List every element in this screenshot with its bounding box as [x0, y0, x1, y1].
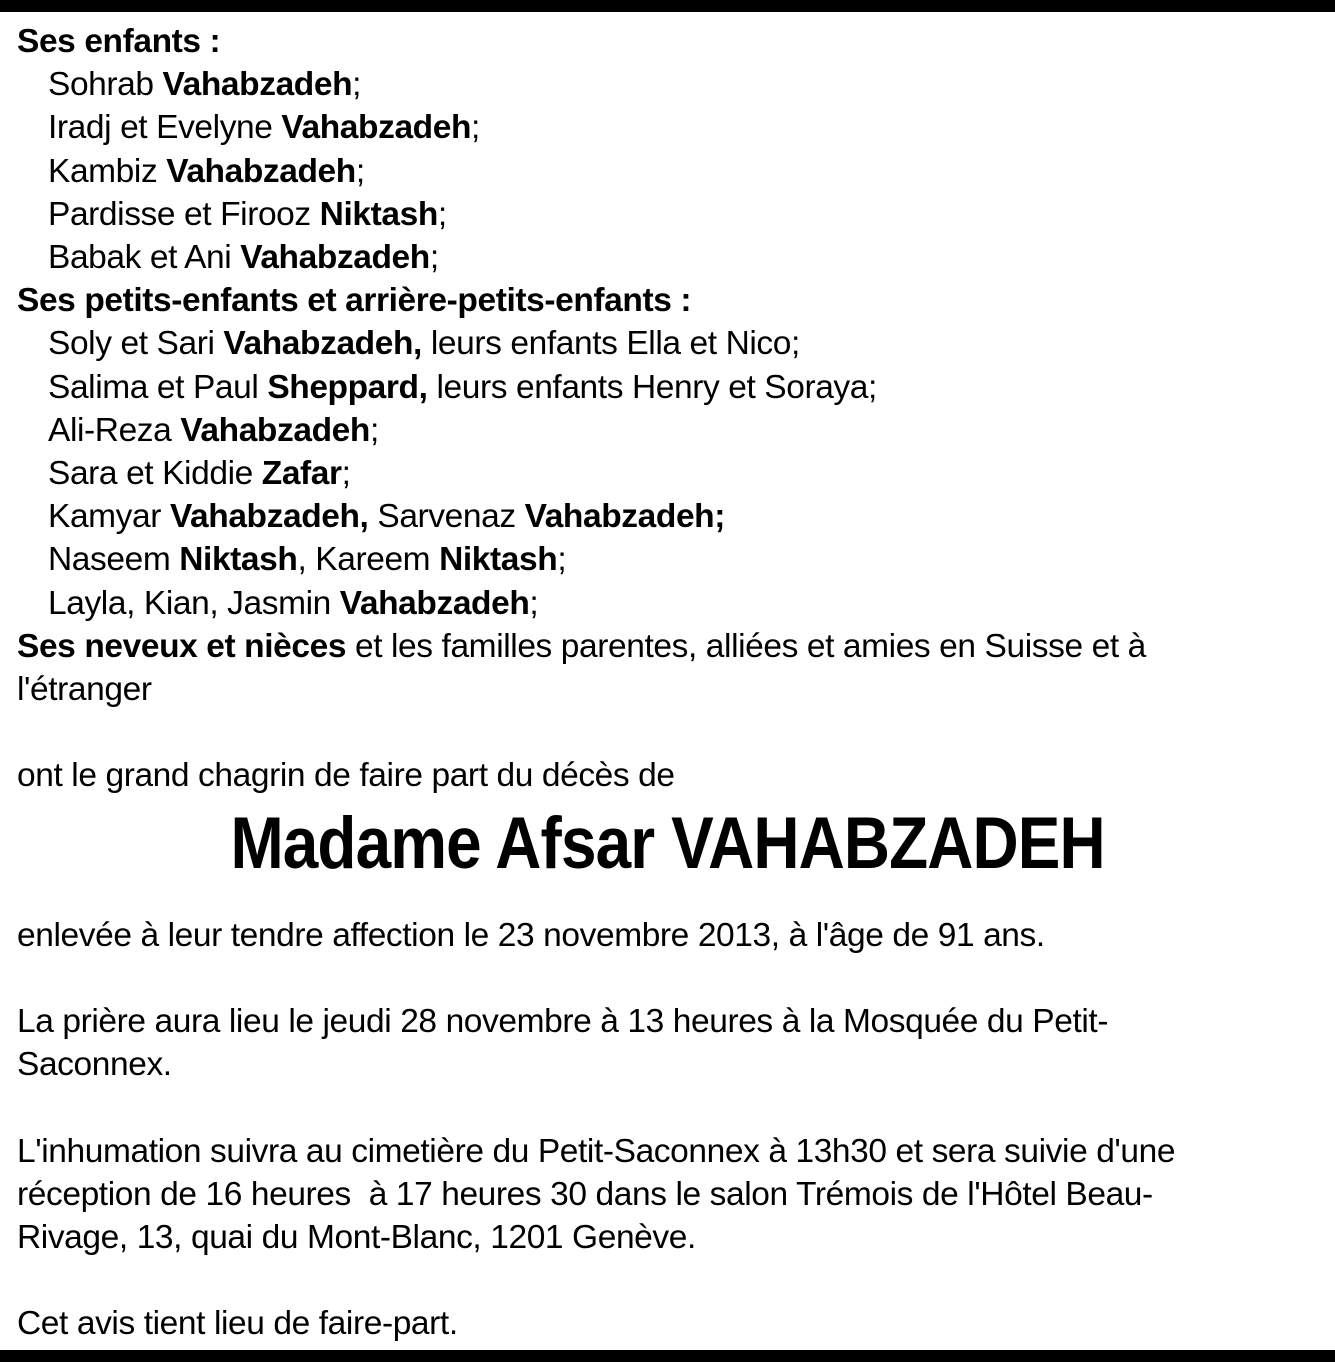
bold-text-segment: Vahabzadeh — [162, 66, 353, 104]
bold-text-segment: Niktash — [319, 195, 438, 233]
bold-text-segment: Niktash — [439, 541, 558, 579]
text-segment: Salima et Paul — [48, 368, 268, 406]
text-segment: ; — [352, 66, 362, 104]
text-segment: ; — [355, 152, 365, 190]
text-segment: Sara et Kiddie — [48, 455, 262, 493]
blank-line — [17, 1086, 1318, 1129]
text-segment: ; — [557, 541, 567, 579]
prayer-line — [17, 1043, 1318, 1086]
grandchild-line — [17, 322, 1318, 365]
bold-text-segment: Vahabzadeh — [166, 152, 356, 190]
text-segment: Cet avis tient lieu de faire-part. — [17, 1305, 458, 1343]
grandchild-line — [17, 582, 1318, 625]
text-segment: leurs enfants Ella et Nico; — [421, 325, 800, 363]
burial-line — [17, 1216, 1318, 1259]
text-segment: Rivage, 13, quai du Mont-Blanc, 1201 Genève. — [17, 1219, 696, 1257]
burial-line — [17, 1130, 1318, 1173]
text-segment: Pardisse et Firooz — [48, 195, 320, 233]
text-segment: ont le grand chagrin de faire part du décès de — [17, 757, 675, 795]
text-segment: , Kareem — [297, 541, 440, 579]
text-segment: Iradj et Evelyne — [48, 109, 282, 147]
bottom-border-bar — [0, 1350, 1335, 1362]
text-segment: Babak et Ani — [48, 239, 241, 277]
bold-text-segment: Niktash — [179, 541, 298, 579]
text-segment: Naseem — [48, 541, 180, 579]
child-line — [17, 193, 1318, 236]
grandchild-line — [17, 538, 1318, 581]
text-segment: enlevée à leur tendre affection le 23 novembre 2013, à l'âge de 91 ans. — [17, 916, 1045, 954]
child-line — [17, 150, 1318, 193]
bold-text-segment: Vahabzadeh, — [223, 325, 422, 363]
blank-line — [17, 957, 1318, 1000]
bold-text-segment: Vahabzadeh — [339, 584, 530, 622]
bold-text-segment: Vahabzadeh; — [524, 498, 725, 536]
bold-text-segment: Vahabzadeh, — [169, 498, 369, 536]
bold-text-segment: Zafar — [261, 455, 342, 493]
text-segment: La prière aura lieu le jeudi 28 novembre à 13 heures à la Mosquée du Petit- — [17, 1003, 1109, 1041]
text-segment: réception de 16 heures à 17 heures 30 dans le salon Trémois de l'Hôtel Beau- — [17, 1175, 1153, 1213]
deceased-name-text: Madame Afsar VAHABZADEH — [230, 802, 1105, 884]
children-header — [17, 20, 1318, 63]
blank-line — [17, 1259, 1318, 1302]
grandchild-line — [17, 452, 1318, 495]
bold-text-segment: Ses enfants : — [17, 23, 221, 60]
blank-line — [17, 711, 1318, 754]
text-segment: ; — [429, 239, 439, 277]
text-segment: Sohrab — [48, 66, 163, 104]
text-segment: et les familles parentes, alliées et amies en Suisse et à — [346, 627, 1146, 665]
child-line — [17, 106, 1318, 149]
text-segment: l'étranger — [17, 671, 152, 709]
text-segment: leurs enfants Henry et Soraya; — [427, 368, 877, 406]
grandchild-line — [17, 409, 1318, 452]
bold-text-segment: Vahabzadeh — [240, 239, 430, 277]
burial-line — [17, 1173, 1318, 1216]
death-date-line — [17, 914, 1318, 957]
text-segment: ; — [341, 455, 351, 493]
announcement-line — [17, 754, 1318, 797]
text-segment: Ali-Reza — [48, 411, 181, 449]
child-line — [17, 236, 1318, 279]
relatives-line — [17, 668, 1318, 711]
grandchildren-header — [17, 279, 1318, 322]
grandchild-line — [17, 366, 1318, 409]
prayer-line — [17, 1000, 1318, 1043]
text-segment: Kambiz — [48, 152, 167, 190]
bold-text-segment: Ses neveux et nièces — [17, 627, 347, 665]
child-line — [17, 63, 1318, 106]
text-segment: ; — [437, 195, 447, 233]
text-segment: Kamyar — [48, 498, 170, 536]
text-segment: Soly et Sari — [48, 325, 224, 363]
deceased-name — [17, 798, 1318, 890]
text-segment: Saconnex. — [17, 1046, 172, 1084]
text-segment: ; — [471, 109, 480, 147]
bold-text-segment: Vahabzadeh — [281, 109, 472, 147]
bold-text-segment: Ses petits-enfants et arrière-petits-enfants : — [17, 282, 692, 320]
bold-text-segment: Vahabzadeh — [180, 411, 370, 449]
text-segment: ; — [529, 584, 539, 622]
grandchild-line — [17, 495, 1318, 538]
text-segment: Layla, Kian, Jasmin — [48, 584, 340, 622]
text-segment: Sarvenaz — [368, 498, 525, 536]
bold-text-segment: Sheppard, — [267, 368, 428, 406]
relatives-line — [17, 625, 1318, 668]
text-segment: L'inhumation suivra au cimetière du Petit-Saconnex à 13h30 et sera suivie d'une — [17, 1132, 1176, 1170]
closing-line — [17, 1302, 1318, 1345]
notice-body — [17, 12, 1318, 1346]
top-border-bar — [0, 0, 1335, 12]
text-segment: ; — [369, 411, 379, 449]
